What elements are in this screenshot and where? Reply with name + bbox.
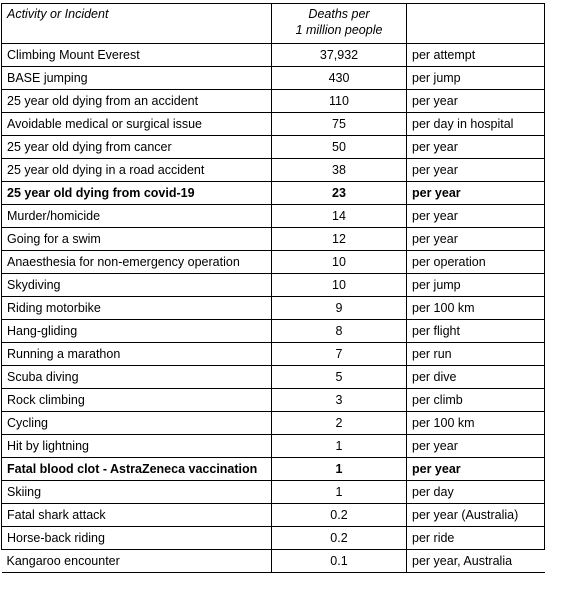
table-row bbox=[2, 67, 545, 90]
deaths-cell: 12 bbox=[272, 228, 407, 251]
deaths-cell: 0.2 bbox=[272, 504, 407, 527]
unit-cell: per year bbox=[407, 136, 545, 159]
unit-cell: per year bbox=[407, 458, 545, 481]
unit-cell: per 100 km bbox=[407, 412, 545, 435]
unit-cell: per climb bbox=[407, 389, 545, 412]
activity-cell: Rock climbing bbox=[2, 389, 272, 412]
deaths-cell: 0.1 bbox=[272, 550, 407, 573]
deaths-cell: 5 bbox=[272, 366, 407, 389]
unit-cell: per year bbox=[407, 182, 545, 205]
deaths-cell: 9 bbox=[272, 297, 407, 320]
table-row bbox=[2, 228, 545, 251]
activity-cell: Fatal blood clot - AstraZeneca vaccination bbox=[2, 458, 272, 481]
deaths-cell: 10 bbox=[272, 274, 407, 297]
unit-cell: per jump bbox=[407, 67, 545, 90]
activity-cell: Cycling bbox=[2, 412, 272, 435]
deaths-cell: 10 bbox=[272, 251, 407, 274]
deaths-cell: 1 bbox=[272, 435, 407, 458]
unit-cell: per year bbox=[407, 90, 545, 113]
table-row bbox=[2, 412, 545, 435]
table-row bbox=[2, 366, 545, 389]
activity-cell: 25 year old dying in a road accident bbox=[2, 159, 272, 182]
unit-cell: per day bbox=[407, 481, 545, 504]
unit-cell: per operation bbox=[407, 251, 545, 274]
activity-cell: Skydiving bbox=[2, 274, 272, 297]
table-row bbox=[2, 343, 545, 366]
deaths-cell: 38 bbox=[272, 159, 407, 182]
table-row bbox=[2, 205, 545, 228]
table-row bbox=[2, 481, 545, 504]
table-row bbox=[2, 113, 545, 136]
unit-cell: per year bbox=[407, 228, 545, 251]
activity-cell: 25 year old dying from cancer bbox=[2, 136, 272, 159]
unit-cell: per year bbox=[407, 205, 545, 228]
deaths-cell: 75 bbox=[272, 113, 407, 136]
unit-cell: per run bbox=[407, 343, 545, 366]
unit-cell: per year, Australia bbox=[407, 550, 545, 573]
activity-cell: BASE jumping bbox=[2, 67, 272, 90]
header-deaths-line1: Deaths per bbox=[308, 7, 370, 21]
deaths-cell: 430 bbox=[272, 67, 407, 90]
deaths-cell: 3 bbox=[272, 389, 407, 412]
unit-cell: per 100 km bbox=[407, 297, 545, 320]
table-row bbox=[2, 274, 545, 297]
table-row bbox=[2, 251, 545, 274]
table-row bbox=[2, 458, 545, 481]
activity-cell: Climbing Mount Everest bbox=[2, 44, 272, 67]
unit-cell: per flight bbox=[407, 320, 545, 343]
header-unit bbox=[407, 4, 545, 44]
deaths-cell: 37,932 bbox=[272, 44, 407, 67]
activity-cell: Hit by lightning bbox=[2, 435, 272, 458]
risk-table bbox=[1, 3, 545, 573]
deaths-cell: 14 bbox=[272, 205, 407, 228]
activity-cell: Murder/homicide bbox=[2, 205, 272, 228]
deaths-cell: 50 bbox=[272, 136, 407, 159]
deaths-cell: 7 bbox=[272, 343, 407, 366]
unit-cell: per dive bbox=[407, 366, 545, 389]
unit-cell: per jump bbox=[407, 274, 545, 297]
header-activity: Activity or Incident bbox=[2, 4, 272, 44]
table-row bbox=[2, 435, 545, 458]
deaths-cell: 110 bbox=[272, 90, 407, 113]
activity-cell: Horse-back riding bbox=[2, 527, 272, 550]
table-row bbox=[2, 90, 545, 113]
table-row bbox=[2, 389, 545, 412]
activity-cell: Fatal shark attack bbox=[2, 504, 272, 527]
activity-cell: Skiing bbox=[2, 481, 272, 504]
table-body bbox=[2, 44, 545, 573]
deaths-cell: 23 bbox=[272, 182, 407, 205]
table-row bbox=[2, 297, 545, 320]
unit-cell: per year bbox=[407, 159, 545, 182]
activity-cell: Anaesthesia for non-emergency operation bbox=[2, 251, 272, 274]
table-row bbox=[2, 136, 545, 159]
deaths-cell: 0.2 bbox=[272, 527, 407, 550]
deaths-cell: 2 bbox=[272, 412, 407, 435]
table-row bbox=[2, 320, 545, 343]
table-header-row bbox=[2, 4, 545, 44]
header-deaths bbox=[272, 4, 407, 44]
activity-cell: Going for a swim bbox=[2, 228, 272, 251]
table-row bbox=[2, 159, 545, 182]
table-row bbox=[2, 182, 545, 205]
activity-cell: 25 year old dying from covid-19 bbox=[2, 182, 272, 205]
unit-cell: per day in hospital bbox=[407, 113, 545, 136]
activity-cell: Kangaroo encounter bbox=[2, 550, 272, 573]
deaths-cell: 1 bbox=[272, 481, 407, 504]
table-row bbox=[2, 527, 545, 550]
unit-cell: per year (Australia) bbox=[407, 504, 545, 527]
deaths-cell: 1 bbox=[272, 458, 407, 481]
activity-cell: 25 year old dying from an accident bbox=[2, 90, 272, 113]
activity-cell: Riding motorbike bbox=[2, 297, 272, 320]
header-deaths-line2: 1 million people bbox=[295, 23, 383, 37]
unit-cell: per year bbox=[407, 435, 545, 458]
unit-cell: per ride bbox=[407, 527, 545, 550]
activity-cell: Avoidable medical or surgical issue bbox=[2, 113, 272, 136]
deaths-cell: 8 bbox=[272, 320, 407, 343]
table-row bbox=[2, 550, 545, 573]
unit-cell: per attempt bbox=[407, 44, 545, 67]
activity-cell: Hang-gliding bbox=[2, 320, 272, 343]
activity-cell: Scuba diving bbox=[2, 366, 272, 389]
table-row bbox=[2, 504, 545, 527]
table-row bbox=[2, 44, 545, 67]
activity-cell: Running a marathon bbox=[2, 343, 272, 366]
